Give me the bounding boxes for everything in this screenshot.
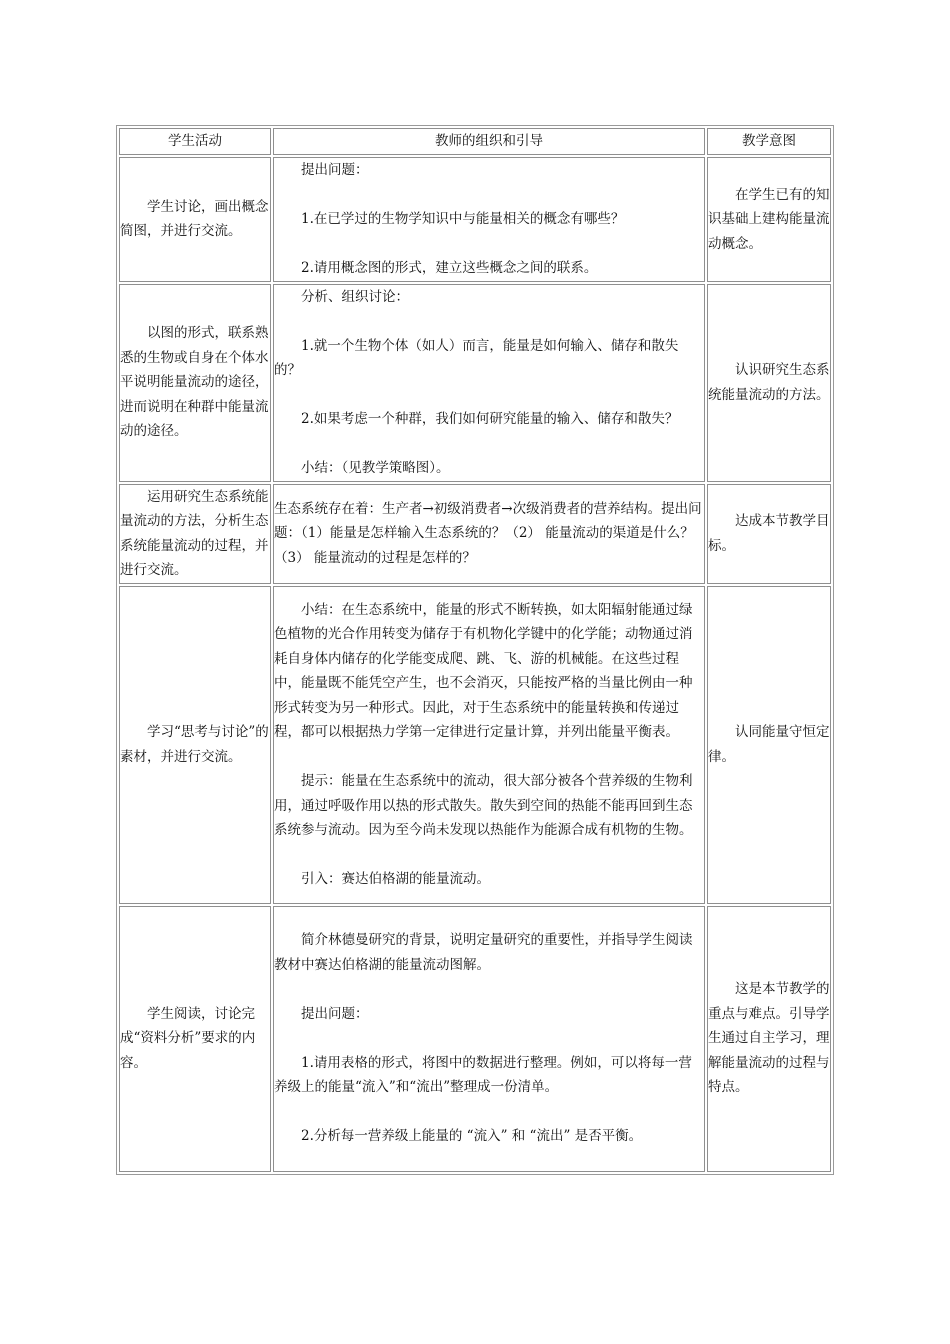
teacher-paragraph: 2.请用概念图的形式，建立这些概念之间的联系。: [301, 260, 598, 276]
teaching-intent-cell: [707, 157, 831, 282]
teaching-intent-cell: [707, 284, 831, 482]
teaching-intent-text: 达成本节教学目标。: [708, 513, 830, 554]
teacher-paragraph: 提示：能量在生态系统中的流动，很大部分被各个营养级的生物利用，通过呼吸作用以热的形式散失。散失到空间的热能不能再回到生态系统参与流动。因为至今尚未发现以热能作为能源合成有机物的生物。: [274, 773, 693, 838]
table-row: [119, 157, 831, 282]
teaching-intent-cell: [707, 586, 831, 904]
paragraph-gap: [274, 843, 704, 868]
teacher-paragraph: 小结：在生态系统中，能量的形式不断转换，如太阳辐射能通过绿色植物的光合作用转变为储存于有机物化学键中的化学能；动物通过消耗自身体内储存的化学能变成爬、跳、飞、游的机械能。在这些过程中，能量既不能凭空产生，也不会消灭，只能按严格的当量比例由一种形式转变为另一种形式。因此，对于生态系统中的能量转换和传递过程，都可以根据热力学第一定律进行定量计算，并列出能量平衡表。: [274, 601, 693, 740]
teaching-intent-text: 认同能量守恒定律。: [708, 724, 830, 765]
paragraph-gap: [274, 1026, 704, 1051]
header-teacher-guidance: 教师的组织和引导: [273, 128, 705, 155]
paragraph-gap: [274, 383, 704, 408]
student-activity-text: 学生讨论，画出概念简图，并进行交流。: [120, 198, 269, 240]
table-row: [119, 906, 831, 1172]
table-row: [119, 586, 831, 904]
teacher-paragraph: 分析、组织讨论：: [301, 288, 409, 305]
teaching-intent-text: 在学生已有的知识基础上建构能量流动概念。: [708, 186, 830, 252]
table-row: [119, 484, 831, 584]
student-activity-cell: [119, 284, 271, 482]
student-activity-cell: [119, 906, 271, 1172]
paragraph-gap: [274, 309, 704, 334]
teacher-paragraph: 引入：赛达伯格湖的能量流动。: [301, 871, 490, 887]
student-activity-text: 学生阅读，讨论完成“资料分析”要求的内容。: [120, 1005, 256, 1071]
paragraph-gap: [274, 1100, 704, 1125]
teacher-paragraph: 提出问题：: [301, 1005, 369, 1022]
table-row: [119, 284, 831, 482]
teacher-guidance-cell: [273, 586, 705, 904]
teacher-paragraph: 2.分析每一营养级上能量的 “流入” 和 “流出” 是否平衡。: [301, 1128, 643, 1145]
student-activity-cell: [119, 157, 271, 282]
teacher-paragraph: 1.请用表格的形式，将图中的数据进行整理。例如，可以将每一营养级上的能量“流入”和“流出”整理成一份清单。: [274, 1054, 692, 1096]
teaching-intent-cell: [707, 906, 831, 1172]
header-student-activity: 学生活动: [119, 128, 271, 155]
paragraph-gap: [274, 183, 704, 208]
teaching-intent-cell: [707, 484, 831, 584]
paragraph-gap: [274, 232, 704, 257]
teacher-guidance-cell: [273, 284, 705, 482]
student-activity-cell: [119, 484, 271, 584]
student-activity-text: 运用研究生态系统能量流动的方法，分析生态系统能量流动的过程，并进行交流。: [120, 488, 269, 578]
teaching-intent-text: 这是本节教学的重点与难点。引导学生通过自主学习，理解能量流动的过程与特点。: [708, 981, 830, 1096]
lesson-plan-table: [116, 125, 834, 1175]
teacher-guidance-cell: [273, 157, 705, 282]
teacher-paragraph: 1.在已学过的生物学知识中与能量相关的概念有哪些？: [301, 211, 625, 227]
student-activity-text: 学习“思考与讨论”的素材，并进行交流。: [120, 724, 269, 765]
teacher-paragraph: 提出问题：: [301, 162, 369, 178]
paragraph-gap: [274, 745, 704, 770]
teacher-paragraph: 生态系统存在着：生产者→初级消费者→次级消费者的营养结构。提出问题：（1）能量是怎样输入生态系统的？（2） 能量流动的渠道是什么？ （3） 能量流动的过程是怎样的？: [274, 500, 702, 566]
student-activity-cell: [119, 586, 271, 904]
teaching-intent-text: 认识研究生态系统能量流动的方法。: [708, 362, 830, 403]
paragraph-gap: [274, 977, 704, 1002]
teacher-paragraph: 1.就一个生物个体（如人）而言，能量是如何输入、储存和散失的？: [274, 337, 679, 378]
header-teaching-intent: 教学意图: [707, 128, 831, 155]
teacher-guidance-cell: [273, 484, 705, 584]
table-header-row: [119, 128, 831, 155]
teacher-paragraph: 小结：（见教学策略图）。: [301, 460, 450, 476]
teacher-guidance-cell: [273, 906, 705, 1172]
student-activity-text: 以图的形式，联系熟悉的生物或自身在个体水平说明能量流动的途径，进而说明在种群中能量流动的途径。: [120, 325, 269, 440]
teacher-paragraph: 简介林德曼研究的背景，说明定量研究的重要性，并指导学生阅读教材中赛达伯格湖的能量流动图解。: [274, 932, 693, 973]
paragraph-gap: [274, 432, 704, 457]
teacher-paragraph: 2.如果考虑一个种群，我们如何研究能量的输入、储存和散失？: [301, 411, 679, 427]
